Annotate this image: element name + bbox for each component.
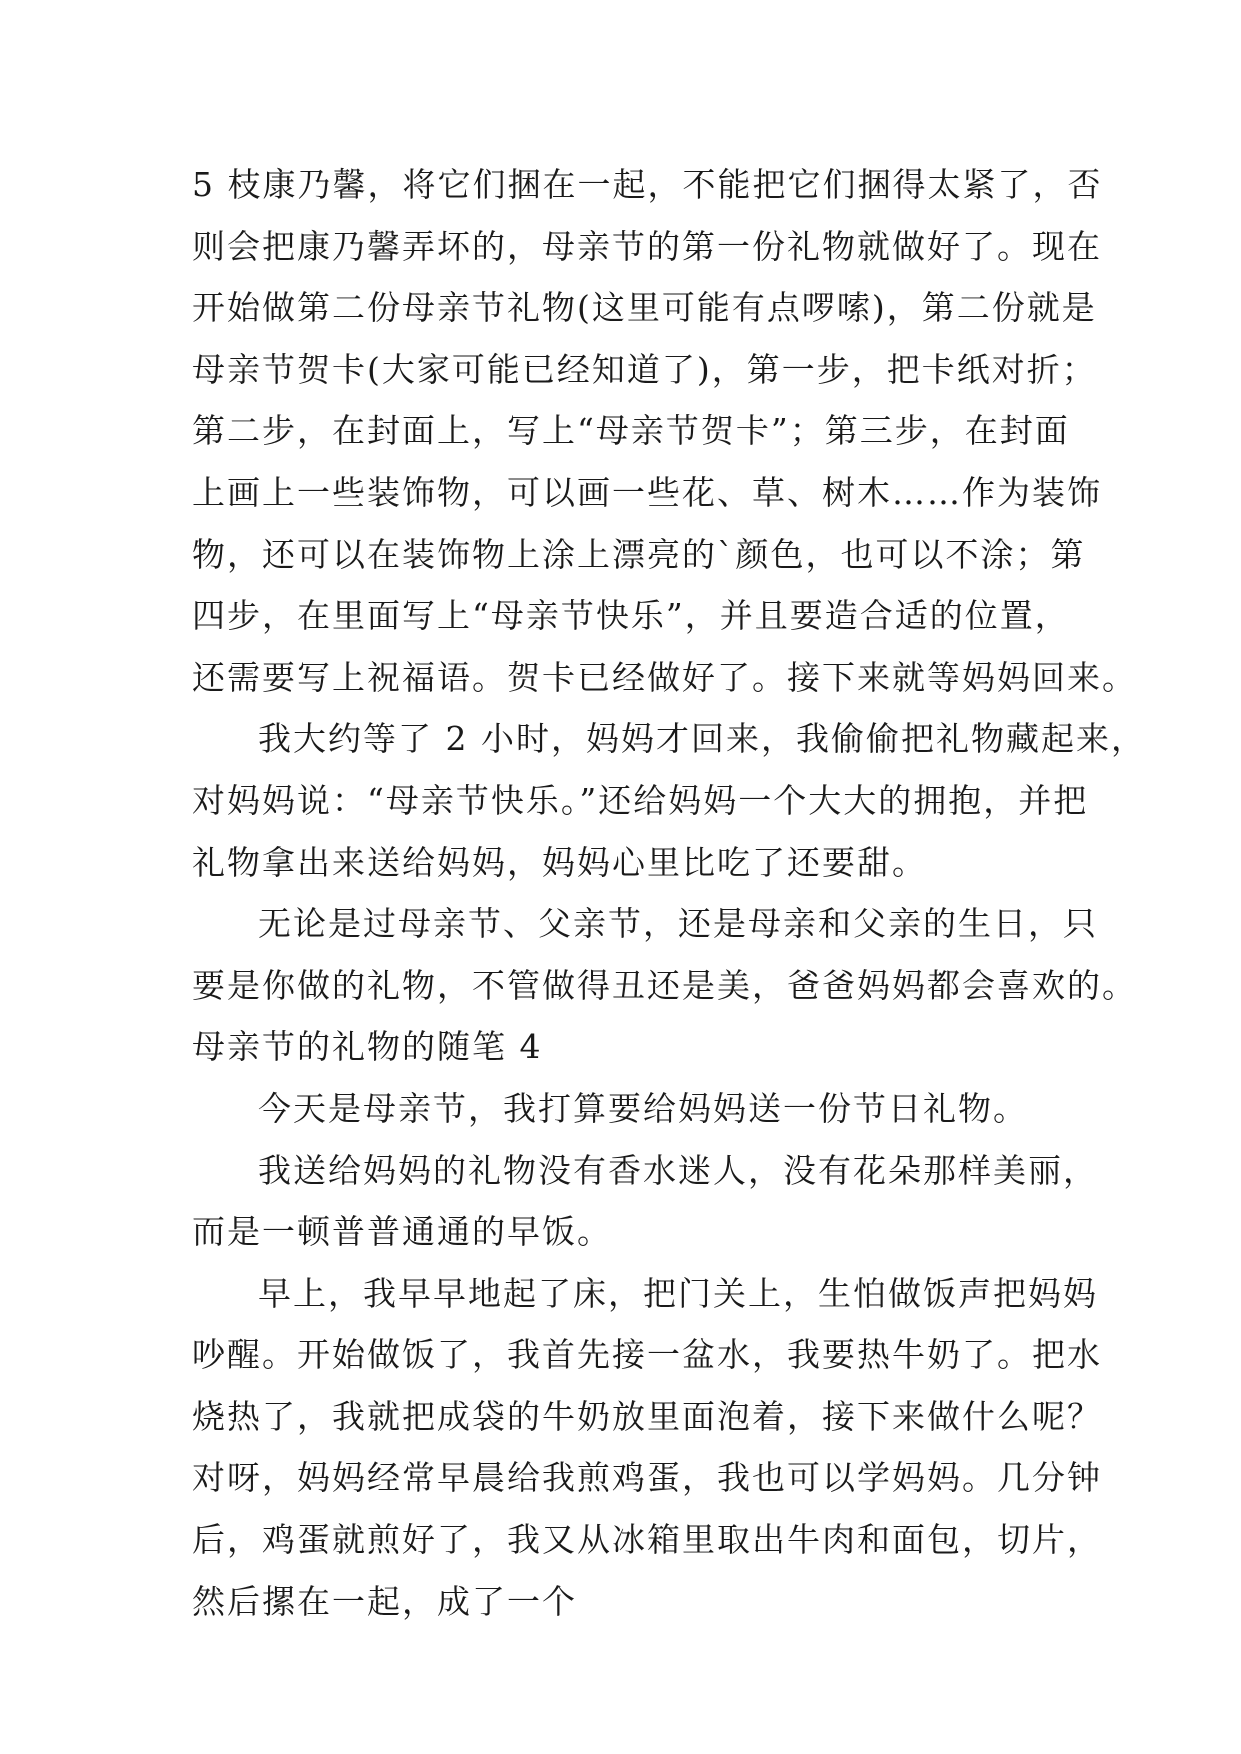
text-line: 我送给妈妈的礼物没有香水迷人，没有花朵那样美丽， (258, 1150, 1098, 1190)
text-line: 吵醒。开始做饭了，我首先接一盆水，我要热牛奶了。把水 (192, 1335, 1102, 1375)
text-line: 母亲节贺卡(大家可能已经知道了)，第一步，把卡纸对折； (192, 349, 1097, 389)
text-line: 则会把康乃馨弄坏的，母亲节的第一份礼物就做好了。现在 (192, 226, 1102, 266)
text-line: 对妈妈说：“母亲节快乐。”还给妈妈一个大大的拥抱，并把 (192, 780, 1089, 820)
text-line: 然后摞在一起，成了一个 (192, 1581, 577, 1621)
text-line: 5 枝康乃馨，将它们捆在一起，不能把它们捆得太紧了，否 (192, 165, 1103, 204)
text-line: 今天是母亲节，我打算要给妈妈送一份节日礼物。 (258, 1088, 1028, 1128)
text-line: 礼物拿出来送给妈妈，妈妈心里比吃了还要甜。 (192, 842, 927, 882)
text-line: 开始做第二份母亲节礼物(这里可能有点啰嗦)，第二份就是 (192, 288, 1097, 328)
text-line: 对呀，妈妈经常早晨给我煎鸡蛋，我也可以学妈妈。几分钟 (192, 1458, 1102, 1498)
text-line: 还需要写上祝福语。贺卡已经做好了。接下来就等妈妈回来。 (192, 657, 1137, 697)
text-line: 我大约等了 2 小时，妈妈才回来，我偷偷把礼物藏起来， (258, 719, 1146, 759)
text-line: 要是你做的礼物，不管做得丑还是美，爸爸妈妈都会喜欢的。 (192, 965, 1137, 1005)
text-line: 物，还可以在装饰物上涂上漂亮的`颜色，也可以不涂；第 (192, 534, 1086, 574)
text-line: 四步，在里面写上“母亲节快乐”，并且要造合适的位置， (192, 596, 1070, 636)
text-line: 上画上一些装饰物，可以画一些花、草、树木……作为装饰 (192, 472, 1102, 512)
text-line: 早上，我早早地起了床，把门关上，生怕做饭声把妈妈 (258, 1273, 1098, 1313)
text-line: 后，鸡蛋就煎好了，我又从冰箱里取出牛肉和面包，切片， (192, 1520, 1102, 1560)
text-line: 烧热了，我就把成袋的牛奶放里面泡着，接下来做什么呢？ (192, 1396, 1102, 1436)
text-line: 而是一顿普普通通的早饭。 (192, 1212, 612, 1252)
text-line: 第二步，在封面上，写上“母亲节贺卡”；第三步，在封面 (192, 411, 1070, 451)
document-body (192, 154, 1146, 1632)
text-line: 无论是过母亲节、父亲节，还是母亲和父亲的生日，只 (258, 904, 1098, 944)
text-line: 母亲节的礼物的随笔 4 (192, 1027, 543, 1067)
